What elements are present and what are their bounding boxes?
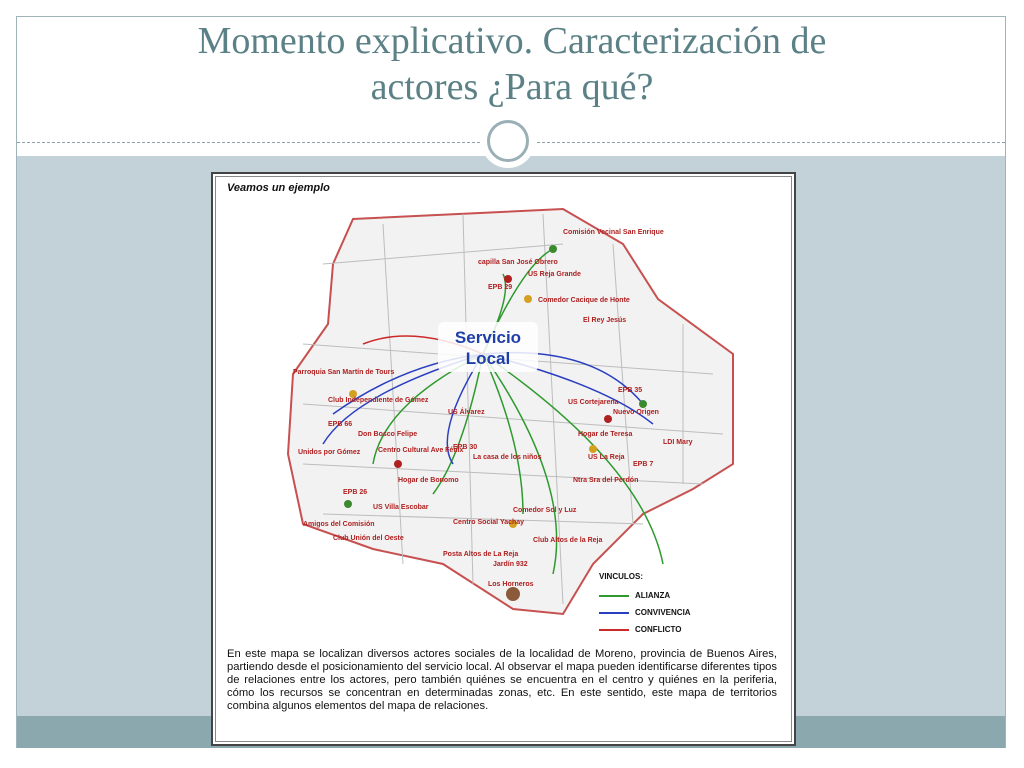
legend-item-convivencia — [599, 604, 739, 621]
actor-label: US Cortejarena — [568, 399, 619, 406]
legend-item-alianza — [599, 587, 739, 604]
legend-label: CONFLICTO — [635, 625, 682, 634]
legend-swatch — [599, 612, 629, 614]
actor-label: Amigos del Comisión — [303, 521, 375, 528]
actor-marker — [504, 275, 512, 283]
legend-title: VINCULOS: — [599, 572, 643, 581]
actor-label: capilla San José Obrero — [478, 259, 558, 266]
actor-marker — [506, 587, 520, 601]
example-figure — [211, 172, 796, 746]
actor-label: La casa de los niños — [473, 454, 542, 461]
actor-label: Centro Social Yachay — [453, 519, 525, 526]
service-label-line-2: Local — [465, 349, 511, 368]
actor-label: US Villa Escobar — [373, 504, 429, 511]
actor-label: Parroquia San Martín de Tours — [293, 369, 395, 376]
actor-label: El Rey Jesús — [583, 317, 627, 324]
actor-label: EPB 7 — [633, 461, 654, 468]
actor-label: Club Altos de la Reja — [533, 537, 603, 544]
actor-label: Nuevo Origen — [613, 409, 659, 416]
actor-label: Comedor Sol y Luz — [513, 507, 577, 514]
legend-label: ALIANZA — [635, 591, 671, 600]
legend-swatch — [599, 629, 629, 631]
actor-label: EPB 26 — [343, 489, 368, 496]
actor-label: EPB 29 — [488, 284, 513, 291]
actor-marker — [549, 245, 557, 253]
slide-title — [0, 18, 1024, 110]
actor-label: Posta Altos de La Reja — [443, 551, 519, 558]
actor-label: Unidos por Gómez — [298, 449, 361, 456]
actor-label: Jardín 932 — [493, 561, 528, 568]
circle-ornament-icon — [481, 114, 535, 168]
service-label-line-1: Servicio — [454, 328, 522, 347]
actor-marker — [524, 295, 532, 303]
actor-label: Ntra Sra del Perdón — [573, 477, 639, 484]
legend-label: CONVIVENCIA — [635, 608, 691, 617]
slide-title-line-1: Momento explicativo. Caracterización de — [197, 20, 827, 62]
actor-map — [263, 204, 743, 624]
figure-caption: En este mapa se localizan diversos actores sociales de la localidad de Moreno, provincia de Buenos Aires, partiendo desde el posicionamiento del servicio local. Al observar el mapa pueden identificarse diferentes tipos de relaciones entre los actores, pero también quiénes se encuentra en el centro y quiénes en la periferia, cómo los recursos se concentran en determinadas zonas, etc. En este sentido, este mapa de territorios combina algunos elementos del mapa de relaciones. — [227, 648, 777, 712]
actor-marker — [589, 445, 597, 453]
actor-marker — [394, 460, 402, 468]
actor-label: Club Unión del Oeste — [333, 535, 404, 542]
figure-heading: Veamos un ejemplo — [227, 182, 330, 194]
actor-label: Comisión Vecinal San Enrique — [563, 229, 664, 236]
actor-label: Hogar de Teresa — [578, 431, 633, 438]
service-center-label — [438, 322, 538, 372]
actor-label: US Álvarez — [448, 409, 485, 416]
legend — [599, 572, 739, 638]
actor-label: EPB 66 — [328, 421, 353, 428]
actor-label: Comedor Cacique de Honte — [538, 297, 630, 304]
actor-label: Club Independiente de Gómez — [328, 397, 429, 404]
actor-label: Don Bosco Felipe — [358, 431, 418, 438]
actor-marker — [604, 415, 612, 423]
actor-label: EPB 35 — [618, 387, 643, 394]
actor-label: Hogar de Bonomo — [398, 477, 459, 484]
actor-label: Centro Cultural Ave Fénix — [378, 447, 464, 454]
actor-label: Los Horneros — [488, 581, 534, 588]
actor-marker — [639, 400, 647, 408]
legend-swatch — [599, 595, 629, 597]
actor-label: LDI Mary — [663, 439, 693, 446]
actor-label: EPB 30 — [453, 444, 478, 451]
actor-label: US Reja Grande — [528, 271, 581, 278]
actor-marker — [344, 500, 352, 508]
slide-title-line-2: actores ¿Para qué? — [370, 66, 654, 108]
actor-label: US La Reja — [588, 454, 625, 461]
legend-item-conflicto — [599, 621, 739, 638]
